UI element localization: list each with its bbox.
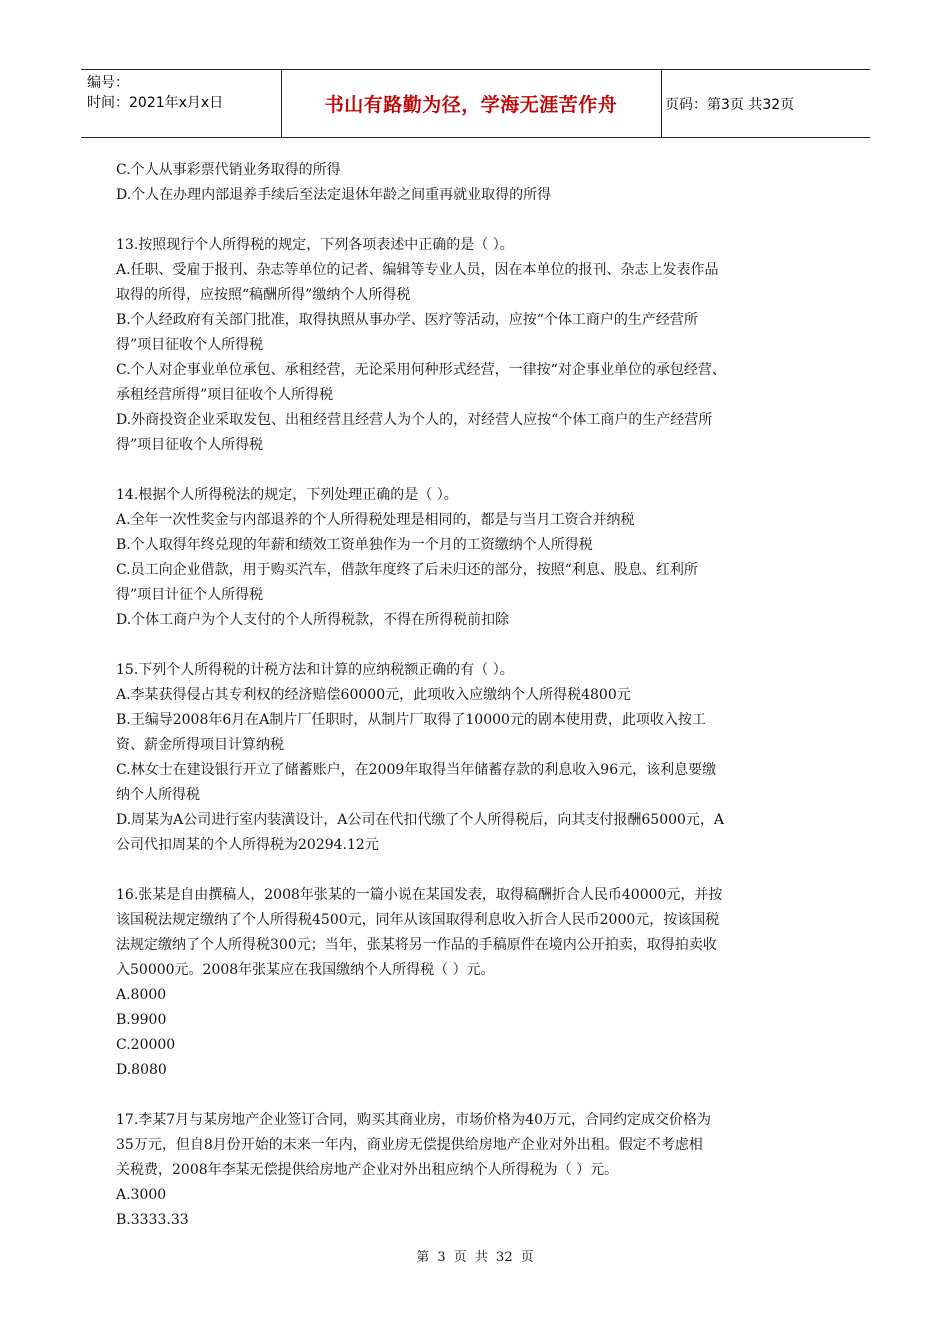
text-line: D.外商投资企业采取发包、出租经营且经营人为个人的，对经营人应按“个体工商户的生产经营所 [116, 412, 713, 428]
text-line: 得”项目征收个人所得税 [116, 337, 264, 353]
text-line: B.个人经政府有关部门批准，取得执照从事办学、医疗等活动，应按“个体工商户的生产经营所 [116, 312, 698, 328]
text-line: B.9900 [116, 1012, 167, 1028]
text-line: A.8000 [116, 987, 167, 1003]
text-line: 关税费，2008年李某无偿提供给房地产企业对外出租应纳个人所得税为（ ）元。 [116, 1162, 619, 1178]
text-line: C.20000 [116, 1037, 176, 1053]
page-footer: 第 3 页 共 32 页 [416, 1250, 534, 1265]
text-line: 取得的所得，应按照“稿酬所得”缴纳个人所得税 [116, 287, 411, 303]
text-line: 35万元，但自8月份开始的未来一年内，商业房无偿提供给房地产企业对外出租。假定不考虑相 [116, 1137, 703, 1153]
blank-line [116, 1083, 856, 1108]
text-line: 15.下列个人所得税的计税方法和计算的应纳税额正确的有（ ）。 [116, 662, 514, 678]
document-date: 时间：2021年x月x日 [87, 95, 224, 111]
header-slogan: 书山有路勤为径，学海无涯苦作舟 [324, 94, 618, 116]
text-line: 入50000元。2008年张某应在我国缴纳个人所得税（ ）元。 [116, 962, 495, 978]
text-line: C.个人从事彩票代销业务取得的所得 [116, 162, 341, 178]
text-line: A.3000 [116, 1187, 167, 1203]
blank-line [116, 858, 856, 883]
document-number-label: 编号： [87, 75, 129, 91]
text-line: D.周某为A公司进行室内装潢设计，A公司在代扣代缴了个人所得税后，向其支付报酬65000元，A [116, 812, 725, 828]
text-line: 13.按照现行个人所得税的规定，下列各项表述中正确的是（ ）。 [116, 237, 514, 253]
text-line: 承租经营所得”项目征收个人所得税 [116, 387, 334, 403]
text-line: C.个人对企事业单位承包、承租经营，无论采用何种形式经营，一律按“对企事业单位的承包经营、 [116, 362, 726, 378]
text-line: C.林女士在建设银行开立了储蓄账户，在2009年取得当年储蓄存款的利息收入96元，该利息要缴 [116, 762, 717, 778]
text-line: 14.根据个人所得税法的规定，下列处理正确的是（ ）。 [116, 487, 458, 503]
header-page-cell [661, 70, 870, 137]
header-meta-cell [81, 70, 282, 137]
text-line: D.个人在办理内部退养手续后至法定退休年龄之间重再就业取得的所得 [116, 187, 552, 203]
text-line: 得”项目计征个人所得税 [116, 587, 264, 603]
header-slogan-cell [281, 70, 662, 137]
text-line: 16.张某是自由撰稿人，2008年张某的一篇小说在某国发表，取得稿酬折合人民币40000元，并按 [116, 887, 723, 903]
text-line: A.李某获得侵占其专利权的经济赔偿60000元，此项收入应缴纳个人所得税4800元 [116, 687, 631, 703]
text-line: B.3333.33 [116, 1212, 189, 1228]
document-body [116, 158, 856, 1233]
text-line: 得”项目征收个人所得税 [116, 437, 264, 453]
text-line: D.个体工商户为个人支付的个人所得税款，不得在所得税前扣除 [116, 612, 510, 628]
text-line: 公司代扣周某的个人所得税为20294.12元 [116, 837, 379, 853]
text-line: A.任职、受雇于报刊、杂志等单位的记者、编辑等专业人员，因在本单位的报刊、杂志上发表作品 [116, 262, 719, 278]
text-line: A.全年一次性奖金与内部退养的个人所得税处理是相同的，都是与当月工资合并纳税 [116, 512, 635, 528]
text-line: B.王编导2008年6月在A制片厂任职时，从制片厂取得了10000元的剧本使用费，此项收入按工 [116, 712, 706, 728]
text-line: 法规定缴纳了个人所得税300元；当年，张某将另一作品的手稿原件在境内公开拍卖，取得拍卖收 [116, 937, 717, 953]
text-line: 17.李某7月与某房地产企业签订合同，购买其商业房，市场价格为40万元，合同约定成交价格为 [116, 1112, 711, 1128]
text-line: 该国税法规定缴纳了个人所得税4500元，同年从该国取得利息收入折合人民币2000元，按该国税 [116, 912, 720, 928]
blank-line [116, 633, 856, 658]
blank-line [116, 208, 856, 233]
text-line: D.8080 [116, 1062, 167, 1078]
blank-line [116, 458, 856, 483]
header-page-info: 页码：第3页 共32页 [665, 96, 795, 113]
text-line: C.员工向企业借款，用于购买汽车，借款年度终了后未归还的部分，按照“利息、股息、红利所 [116, 562, 698, 578]
page-header [81, 69, 870, 138]
text-line: 纳个人所得税 [116, 787, 200, 803]
text-line: B.个人取得年终兑现的年薪和绩效工资单独作为一个月的工资缴纳个人所得税 [116, 537, 593, 553]
text-line: 资、薪金所得项目计算纳税 [116, 737, 284, 753]
